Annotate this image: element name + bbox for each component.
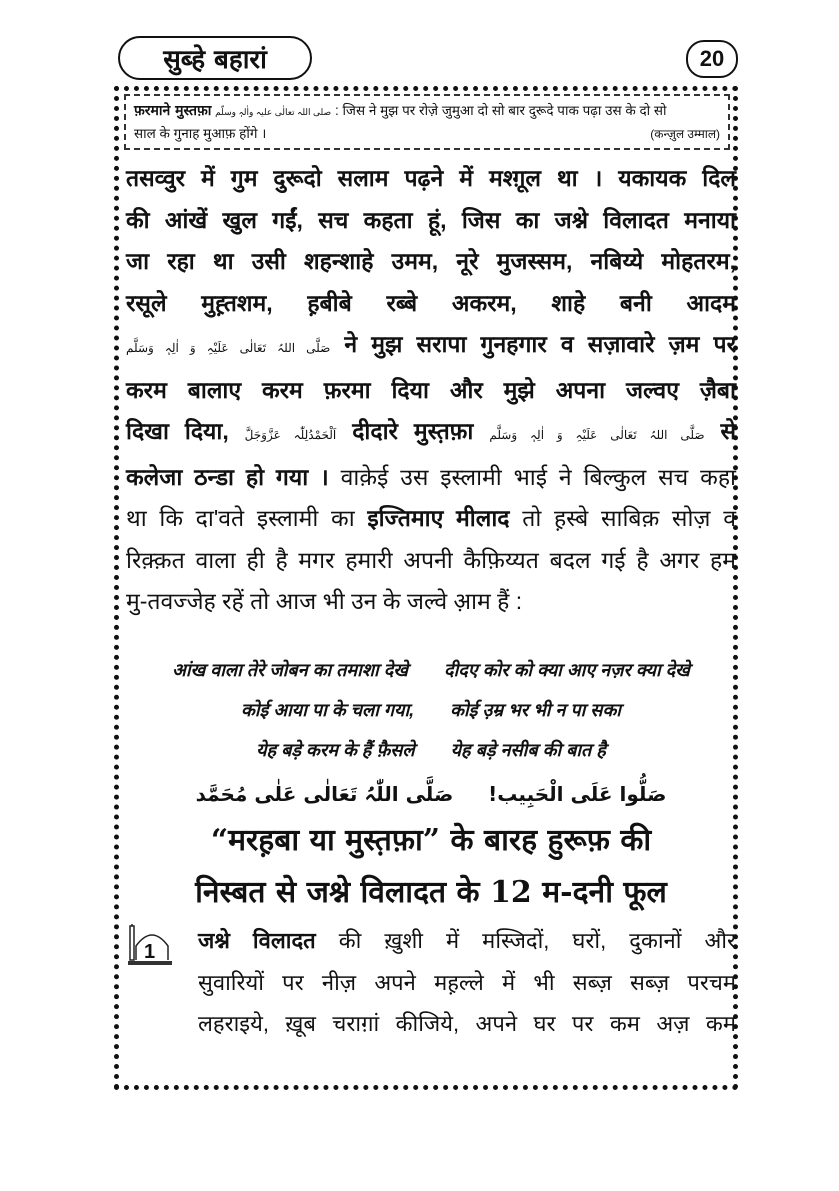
body-bold-span: इज्तिमाए मीलाद bbox=[367, 505, 510, 531]
poetry-couplets bbox=[126, 650, 736, 770]
book-title: सुब्हे बहारां bbox=[118, 36, 312, 80]
body-line bbox=[126, 498, 736, 540]
numbered-point bbox=[126, 920, 736, 1045]
point-line bbox=[198, 920, 736, 962]
durood-call: صَلُّوا عَلَی الْحَبِیب! bbox=[488, 782, 667, 806]
couplet-right: दीदए कोर को क्या आए नज़र क्या देखे bbox=[444, 660, 690, 680]
point-text bbox=[198, 920, 736, 1045]
body-text bbox=[126, 158, 736, 623]
body-line: करम बालाए करम फ़रमा दिया और मुझे अपना जल्वए ज़ैबा bbox=[126, 376, 736, 403]
couplet bbox=[126, 690, 736, 730]
body-text-span: था कि दा'वते इस्लामी का bbox=[126, 505, 355, 531]
hadith-line-1 bbox=[134, 100, 720, 123]
page-number: 20 bbox=[686, 40, 738, 78]
body-line: मु-तवज्जेह रहें तो आज भी उन के जल्वे आ़म हैं : bbox=[126, 588, 523, 614]
couplet bbox=[126, 730, 736, 770]
hadith-line-2 bbox=[134, 123, 720, 145]
couplet-left: कोई आया पा के चला गया, bbox=[241, 700, 415, 720]
hadith-box bbox=[124, 94, 730, 150]
body-bold-span: कलेजा ठन्डा हो गया । bbox=[126, 463, 329, 490]
couplet-left: येह बड़े करम के हैं फ़ैसले bbox=[256, 740, 415, 760]
durood-response: صَلَّی اللّٰہُ تَعَالٰی عَلٰی مُحَمَّد bbox=[195, 782, 454, 806]
body-line bbox=[126, 324, 736, 370]
body-text-span: से bbox=[720, 418, 737, 444]
point-number: 1 bbox=[144, 941, 156, 963]
couplet-left: आंख वाला तेरे जोबन का तमाशा देखे bbox=[172, 660, 409, 680]
durood-line bbox=[126, 782, 736, 806]
hadith-lead: फ़रमाने मुस्तफ़ा bbox=[134, 103, 212, 119]
couplet-right: कोई उ़म्र भर भी न पा सका bbox=[450, 700, 621, 720]
body-text-span: तो ह़स्बे साबिक़ सोज़ व bbox=[522, 505, 736, 531]
hadith-text-2: साल के गुनाह मुआफ़ होंगे । bbox=[134, 126, 267, 141]
arabic-alhamdulillah: اَلْحَمْدُلِلّٰہ عَزَّوَجَلَّ bbox=[244, 428, 337, 442]
body-line: की आंखें खुल गईं, सच कहता हूं, जिस का जश्ने विलादत मनाया bbox=[126, 206, 736, 233]
body-text-span: दिखा दिया, bbox=[126, 418, 229, 444]
body-line: जा रहा था उसी शहन्शाहे उमम, नूरे मुजस्सम, नबिय्ये मोहतरम, bbox=[126, 248, 736, 274]
body-line: तसव्वुर में गुम दुरूदो सलाम पढ़ने में मश्ग़ूल था । यकायक दिल bbox=[126, 165, 736, 191]
point-line: लहराइये, ख़ूब चराग़ां कीजिये, अपने घर पर कम अज़ कम bbox=[198, 1011, 736, 1036]
body-line bbox=[126, 457, 736, 499]
point-bold: जश्ने विलादत bbox=[198, 928, 316, 953]
arabic-salutation: صَلَّی اللہُ تَعَالٰی عَلَیْہِ وَ اٰلِہٖ وَسَلَّم bbox=[489, 428, 705, 442]
body-text-span: ने मुझ सरापा गुनहगार व सज़ावारे ज़म पर bbox=[344, 331, 737, 357]
section-heading-line-2: निस्बत से जश्ने विलादत के 12 म-दनी फूल bbox=[195, 875, 667, 910]
body-line: रिक़्क़त वाला ही है मगर हमारी अपनी कैफ़िय्यत बदल गई है अगर हम bbox=[126, 546, 736, 573]
section-heading-line-1: “मरह़बा या मुस्त़फ़ा” के बारह हुरूफ़ की bbox=[210, 823, 652, 858]
page-header bbox=[118, 34, 738, 80]
body-line: रसूले मुह़्तशम, ह़बीबे रब्बे अकरम, शाहे बनी आदम bbox=[126, 289, 736, 316]
hadith-salutation: صلی اللہ تعالٰی علیہ واٰلہٖ وسلّم bbox=[215, 107, 332, 117]
point-text-span: की ख़ुशी में मस्जिदों, घरों, दुकानों और bbox=[338, 928, 736, 953]
body-text-span: वाक़ेई उस इस्लामी भाई ने बिल्कुल सच कहा bbox=[340, 463, 736, 490]
couplet-right: येह बड़े नसीब की बात है bbox=[450, 740, 606, 760]
point-line: सुवारियों पर नीज़ अपने मह़ल्ले में भी सब्ज़ सब्ज़ परचम bbox=[198, 969, 736, 995]
couplet bbox=[126, 650, 736, 690]
hadith-reference: (कन्ज़ुल उम्माल) bbox=[650, 127, 720, 141]
hadith-text-1: : जिस ने मुझ पर रोज़े जुमुआ दो सो बार दुरूदे पाक पढ़ा उस के दो सो bbox=[334, 103, 667, 118]
body-text-span: दीदारे मुस्त़फ़ा bbox=[352, 418, 474, 444]
mosque-icon bbox=[126, 922, 178, 970]
arabic-salutation: صَلَّی اللہُ تَعَالٰی عَلَیْہِ وَ اٰلِہٖ وَسَلَّم bbox=[126, 341, 331, 355]
body-line bbox=[126, 411, 736, 457]
